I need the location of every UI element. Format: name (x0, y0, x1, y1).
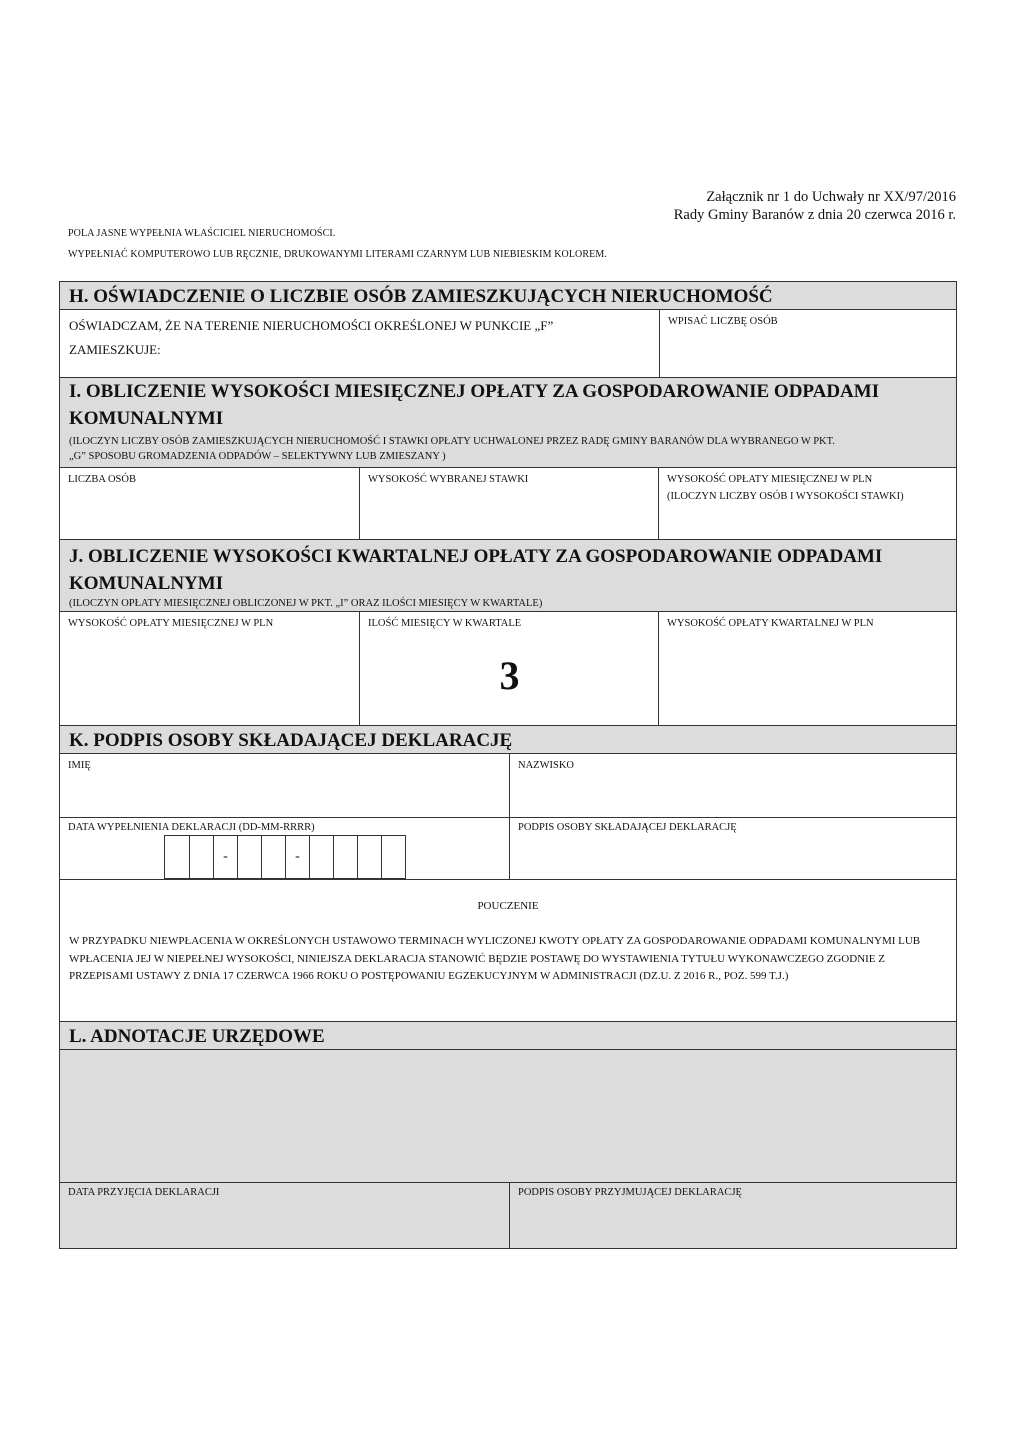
section-i-subtitle-line-1: (ILOCZYN LICZBY OSÓB ZAMIESZKUJĄCYCH NIERUCHOMOŚĆ I STAWKI OPŁATY UCHWALONEJ PRZEZ RADĘ GMINY BARANÓW DLA WYBRANEGO W PKT. (69, 436, 835, 447)
section-i-subtitle-line-2: „G” SPOSOBU GROMADZENIA ODPADÓW – SELEKTYWNY LUB ZMIESZANY ) (69, 451, 446, 462)
fill-date-field (60, 818, 510, 879)
statement-line-2: ZAMIESZKUJE: (69, 342, 161, 357)
first-name-field[interactable] (60, 754, 510, 817)
instruction-text: W PRZYPADKU NIEWPŁACENIA W OKREŚLONYCH USTAWOWO TERMINACH WYLICZONEJ KWOTY OPŁATY ZA GOSPODAROWANIE ODPADAMI KOMUNALNYMI LUB WPŁACENIA JEJ W NIEPEŁNEJ WYSOKOŚCI, NINIEJSZA DEKLARACJA STANOWIĆ BĘDZIE POSTAWĘ DO WYSTAWIENIA TYTUŁU WYKONAWCZEGO ZGODNIE Z PRZEPISAMI USTAWY Z DNIA 17 CZERWCA 1966 ROKU O POSTĘPOWANIU EGZEKUCYJNYM W ADMINISTRACJI (DZ.U. Z 2016 R., POZ. 599 T.J.) (69, 935, 921, 982)
fill-date-label: DATA WYPEŁNIENIA DEKLARACJI (DD-MM-RRRR) (68, 822, 315, 833)
quarterly-fee-label: WYSOKOŚĆ OPŁATY KWARTALNEJ W PLN (667, 618, 874, 629)
instruction-title: POUCZENIE (477, 900, 539, 912)
monthly-fee-label-line-2: (ILOCZYN LICZBY OSÓB I WYSOKOŚCI STAWKI) (667, 491, 904, 502)
fill-note-1: POLA JASNE WYPEŁNIA WŁAŚCICIEL NIERUCHOMOŚCI. (68, 228, 336, 239)
section-k-header (60, 725, 956, 754)
date-year-digit-4[interactable] (381, 836, 405, 878)
persons-count-field[interactable] (60, 468, 360, 539)
date-signature-row (60, 818, 956, 880)
date-year-digit-2[interactable] (333, 836, 357, 878)
section-h-body (60, 310, 956, 377)
last-name-label: NAZWISKO (518, 760, 574, 771)
section-l-header (60, 1021, 956, 1050)
official-bottom-row (60, 1183, 956, 1248)
quarterly-fee-field[interactable] (658, 612, 956, 725)
section-i-title-line-2: KOMUNALNYMI (69, 408, 224, 429)
section-k-title: K. PODPIS OSOBY SKŁADAJĄCEJ DEKLARACJĘ (69, 730, 513, 751)
persons-count-label: LICZBA OSÓB (68, 474, 136, 485)
section-h-title: H. OŚWIADCZENIE O LICZBIE OSÓB ZAMIESZKUJĄCYCH NIERUCHOMOŚĆ (69, 286, 773, 307)
date-month-digit-2[interactable] (261, 836, 285, 878)
date-year-digit-1[interactable] (309, 836, 333, 878)
section-i-body (60, 468, 956, 539)
section-j-subtitle: (ILOCZYN OPŁATY MIESIĘCZNEJ OBLICZONEJ W PKT. „I” ORAZ ILOŚCI MIESIĘCY W KWARTALE) (69, 598, 543, 609)
declaration-form (59, 281, 957, 1249)
annex-line-2: Rady Gminy Baranów z dnia 20 czerwca 2016 r. (673, 207, 956, 223)
statement-line-1: OŚWIADCZAM, ŻE NA TERENIE NIERUCHOMOŚCI OKREŚLONEJ W PUNKCIE „F” (69, 318, 554, 333)
name-row (60, 754, 956, 818)
date-day-digit-2[interactable] (189, 836, 213, 878)
declarant-signature-field[interactable] (509, 818, 956, 879)
declarant-signature-label: PODPIS OSOBY SKŁADAJĄCEJ DEKLARACJĘ (518, 822, 737, 833)
section-j-title-line-1: J. OBLICZENIE WYSOKOŚCI KWARTALNEJ OPŁATY ZA GOSPODAROWANIE ODPADAMI (69, 546, 883, 567)
section-j-header (60, 539, 956, 612)
date-month-digit-1[interactable] (237, 836, 261, 878)
monthly-fee-label-line-1: WYSOKOŚĆ OPŁATY MIESIĘCZNEJ W PLN (667, 474, 873, 485)
section-h-header (60, 282, 956, 310)
last-name-field[interactable] (509, 754, 956, 817)
first-name-label: IMIĘ (68, 760, 91, 771)
residents-count-field[interactable] (659, 310, 956, 377)
annex-reference (674, 188, 956, 224)
fill-date-boxes[interactable] (164, 835, 406, 879)
selected-rate-field[interactable] (359, 468, 659, 539)
acceptance-date-field (60, 1183, 510, 1248)
section-j-body (60, 612, 956, 725)
receiver-signature-field (509, 1183, 956, 1248)
residents-count-label: WPISAĆ LICZBĘ OSÓB (668, 316, 778, 327)
selected-rate-label: WYSOKOŚĆ WYBRANEJ STAWKI (368, 474, 529, 485)
date-separator-2: - (285, 836, 309, 878)
section-j-title-line-2: KOMUNALNYMI (69, 573, 224, 594)
monthly-fee-j-field[interactable] (60, 612, 360, 725)
residents-statement (60, 310, 659, 377)
section-i-title-line-1: I. OBLICZENIE WYSOKOŚCI MIESIĘCZNEJ OPŁATY ZA GOSPODAROWANIE ODPADAMI (69, 381, 880, 402)
instruction-box (60, 880, 956, 1021)
section-l-title: L. ADNOTACJE URZĘDOWE (69, 1026, 325, 1047)
section-i-header (60, 377, 956, 468)
date-separator-1: - (213, 836, 237, 878)
official-notes-area (60, 1050, 956, 1183)
months-in-quarter-field (359, 612, 659, 725)
fill-note-2: WYPEŁNIAĆ KOMPUTEROWO LUB RĘCZNIE, DRUKOWANYMI LITERAMI CZARNYM LUB NIEBIESKIM KOLOREM. (68, 249, 607, 260)
annex-line-1: Załącznik nr 1 do Uchwały nr XX/97/2016 (706, 189, 956, 205)
months-in-quarter-value: 3 (499, 653, 520, 698)
acceptance-date-label: DATA PRZYJĘCIA DEKLARACJI (68, 1187, 220, 1198)
monthly-fee-label (667, 471, 904, 505)
monthly-fee-j-label: WYSOKOŚĆ OPŁATY MIESIĘCZNEJ W PLN (68, 618, 274, 629)
date-year-digit-3[interactable] (357, 836, 381, 878)
months-in-quarter-label: ILOŚĆ MIESIĘCY W KWARTALE (368, 618, 522, 629)
receiver-signature-label: PODPIS OSOBY PRZYJMUJĄCEJ DEKLARACJĘ (518, 1187, 742, 1198)
monthly-fee-field[interactable] (658, 468, 956, 539)
date-day-digit-1[interactable] (165, 836, 189, 878)
